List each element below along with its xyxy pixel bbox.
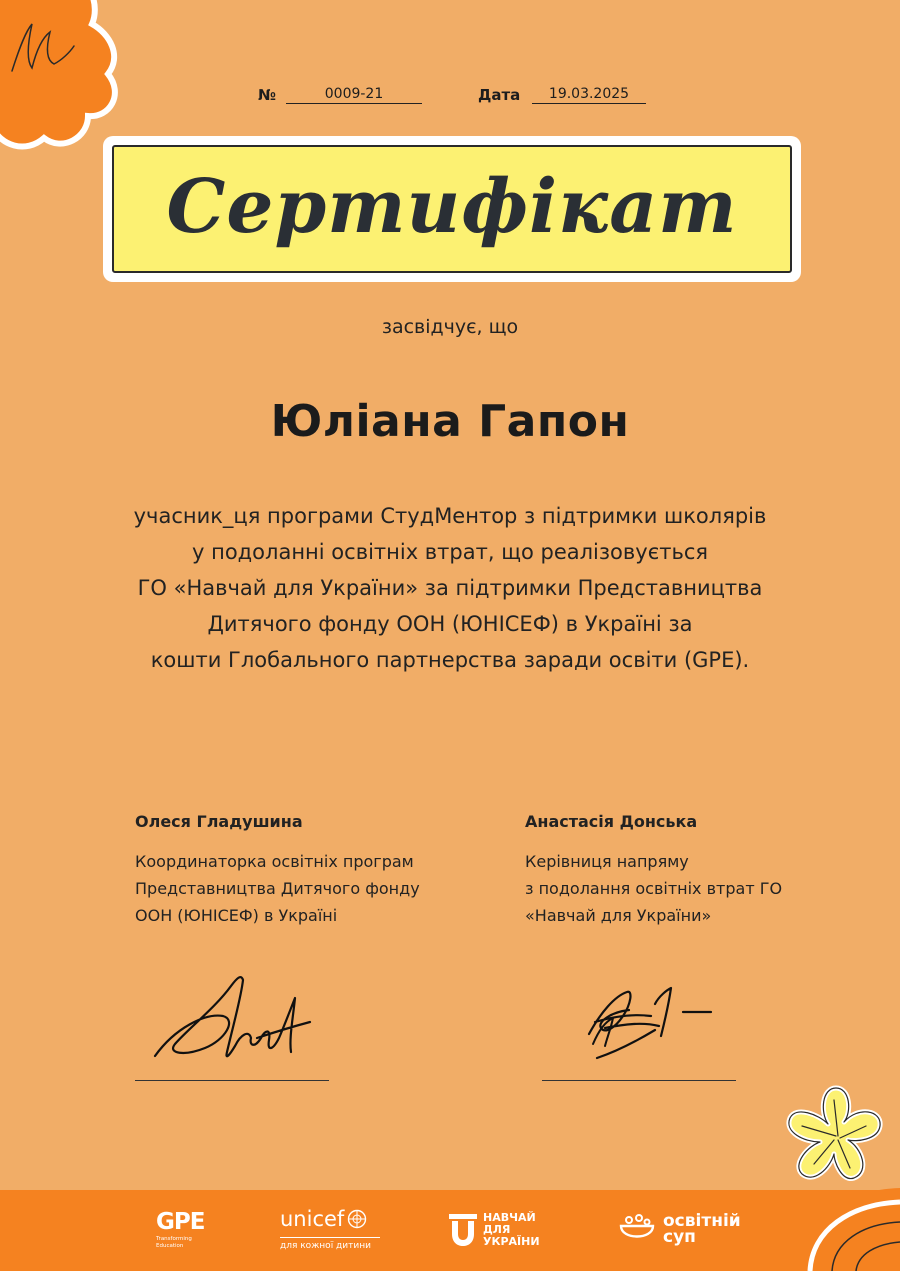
osvitnii-sup-line-2: суп bbox=[663, 1227, 696, 1247]
title-box bbox=[103, 136, 801, 282]
description-line: у подоланні освітніх втрат, що реалізовується bbox=[191, 540, 709, 564]
navchai-line-3: УКРАЇНИ bbox=[483, 1235, 540, 1248]
signer-1-role-line: ООН (ЮНІСЕФ) в Україні bbox=[135, 906, 338, 925]
gpe-mark: GPE bbox=[156, 1209, 205, 1235]
number-label: № bbox=[258, 86, 277, 104]
osvitnii-sup-bowl-icon bbox=[617, 1212, 657, 1246]
navchai-u-icon bbox=[448, 1212, 478, 1248]
gpe-tagline-1: Transforming bbox=[156, 1236, 192, 1242]
description-line: учасник_ця програми СтудМентор з підтримки школярів bbox=[133, 504, 767, 528]
description-line: кошти Глобального партнерства заради освіти (GPE). bbox=[150, 648, 750, 672]
description-line: Дитячого фонду ООН (ЮНІСЕФ) в Україні за bbox=[207, 612, 693, 636]
unicef-logo bbox=[280, 1206, 400, 1251]
recipient-name: Юліана Гапон bbox=[270, 396, 630, 447]
gpe-logo bbox=[156, 1210, 204, 1250]
footer-logos-bar bbox=[0, 1190, 900, 1271]
certificate-description bbox=[60, 498, 840, 678]
signer-2 bbox=[525, 812, 865, 929]
signer-1-name: Олеся Гладушина bbox=[135, 812, 303, 831]
date-label: Дата bbox=[478, 86, 521, 104]
unicef-tagline: для кожної дитини bbox=[280, 1241, 371, 1251]
decorative-flower-icon bbox=[770, 1080, 900, 1271]
signer-2-role-line: «Навчай для України» bbox=[525, 906, 712, 925]
signature-2-line bbox=[542, 1080, 736, 1081]
osvitnii-sup-line-1: освітній bbox=[663, 1211, 741, 1231]
number-value: 0009-21 bbox=[286, 86, 422, 104]
unicef-divider bbox=[280, 1237, 380, 1238]
navchai-logo bbox=[448, 1212, 540, 1248]
gpe-tagline-2: Education bbox=[156, 1243, 184, 1249]
signer-2-role-line: з подолання освітніх втрат ГО bbox=[525, 879, 783, 898]
signature-2-icon bbox=[575, 982, 725, 1064]
certificate-meta bbox=[0, 86, 900, 110]
signer-2-name: Анастасія Донська bbox=[525, 812, 698, 831]
signer-1-role-line: Координаторка освітніх програм bbox=[135, 852, 414, 871]
certificate-title: Сертифікат bbox=[166, 164, 738, 250]
certifies-text: засвідчує, що bbox=[381, 316, 519, 338]
signer-1 bbox=[135, 812, 475, 929]
date-value: 19.03.2025 bbox=[532, 86, 646, 104]
navchai-line-1: НАВЧАЙ bbox=[483, 1211, 536, 1224]
signer-2-role-line: Керівниця напряму bbox=[525, 852, 689, 871]
signer-1-role-line: Представництва Дитячого фонду bbox=[135, 879, 420, 898]
osvitnii-sup-logo bbox=[617, 1212, 741, 1246]
unicef-mark: unicef bbox=[280, 1207, 345, 1231]
description-line: ГО «Навчай для України» за підтримки Представництва bbox=[137, 576, 763, 600]
unicef-globe-icon bbox=[347, 1209, 367, 1229]
title-inner-box bbox=[112, 145, 792, 273]
navchai-line-2: ДЛЯ bbox=[483, 1223, 511, 1236]
signature-1-icon bbox=[145, 968, 320, 1073]
signature-1-line bbox=[135, 1080, 329, 1081]
